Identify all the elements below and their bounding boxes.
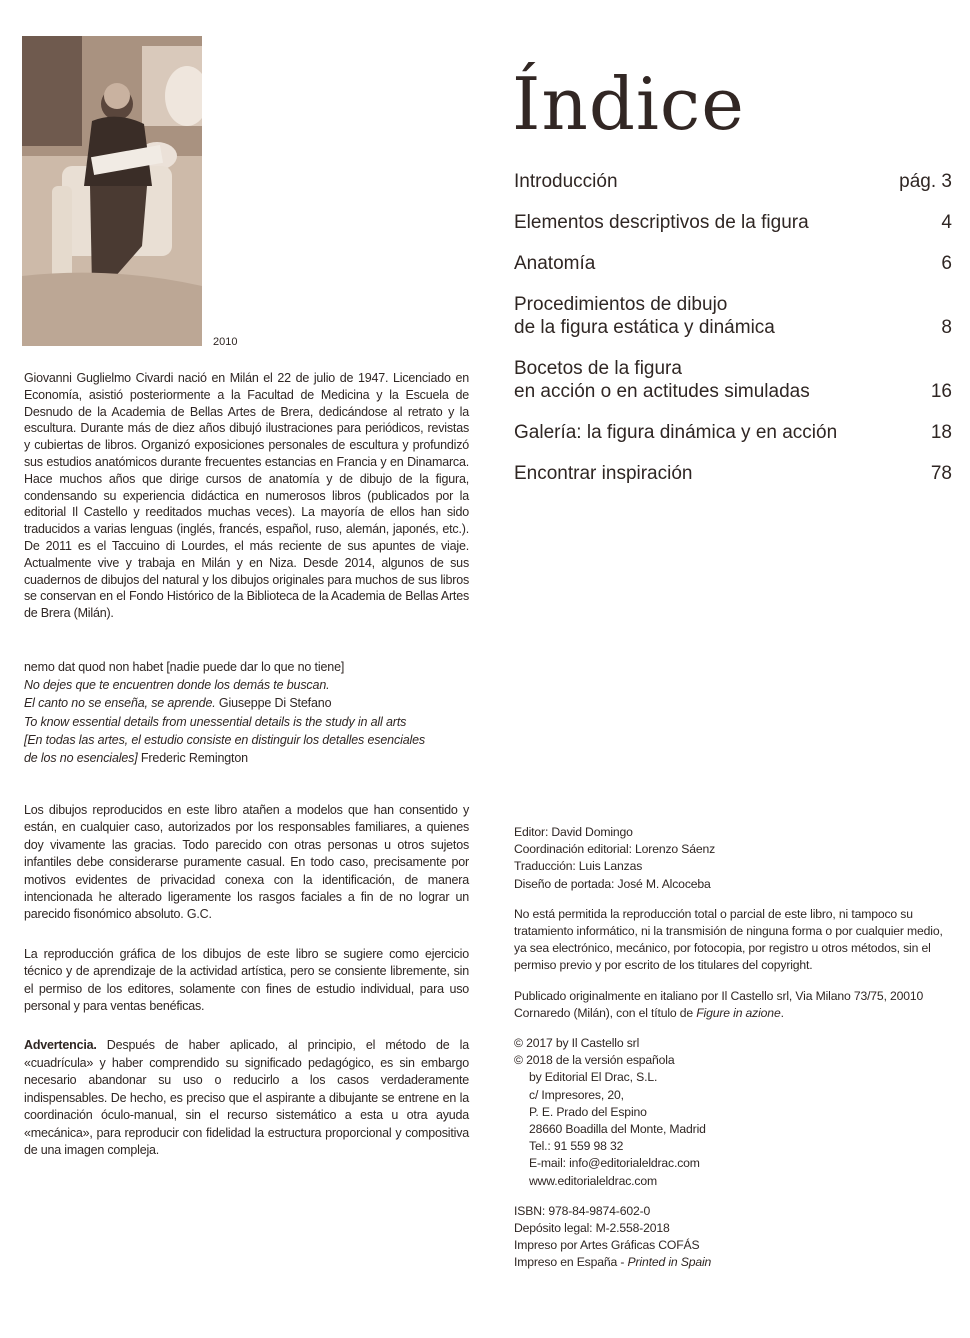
toc-entry-line: Galería: la figura dinámica y en acción [514,422,838,443]
toc-entry-title [514,252,931,275]
toc-entry-title [514,293,931,339]
warning-paragraph [24,1037,469,1159]
printed-in-en: Printed in Spain [627,1255,712,1270]
toc-entry[interactable] [514,293,952,339]
quote-line: To know essential details from unessential details is the study in all arts [24,714,407,729]
credit-line: Editor: David Domingo [514,825,633,839]
legal-block [514,1203,954,1272]
toc-entry[interactable] [514,252,952,275]
quote-line: nemo dat quod non habet [nadie puede dar lo que no tiene] [24,660,345,674]
isbn: ISBN: 978-84-9874-602-0 [514,1203,651,1218]
quotes [24,658,469,767]
publisher-line: by Editorial El Drac, S.L. [529,1070,658,1085]
credits [514,824,954,1285]
original-edition [514,988,954,1022]
toc-entry[interactable] [514,462,952,485]
staff-credits [514,824,954,893]
notes [24,802,469,1181]
publisher-line: P. E. Prado del Espino [529,1104,647,1119]
publisher-email: E-mail: info@editorialeldrac.com [529,1156,700,1171]
index-title: Índice [512,62,745,146]
credit-line: Diseño de portada: José M. Alcoceba [514,876,711,891]
credit-line: Coordinación editorial: Lorenzo Sáenz [514,842,716,857]
printed-in [514,1254,954,1271]
author-photo-illustration [22,36,202,346]
toc-entry-title [514,462,921,485]
original-edition-text: Publicado originalmente en italiano por Il Castello srl, Via Milano 73/75, 20010 Cornaredo (Milán), con el título de [514,988,924,1020]
author-photo [22,36,202,346]
rights-notice: No está permitida la reproducción total o parcial de este libro, ni tampoco su tratamiento informático, ni la transmisión de ninguna forma o por cualquier medio, ya sea electrónico, mecánico, por fotocopia, por registro u otros métodos, sin el permiso previo y por escrito de los titulares del copyright. [514,906,943,973]
quote-line: [En todas las artes, el estudio consiste en distinguir los detalles esenciales [24,732,426,747]
publisher-line: 28660 Boadilla del Monte, Madrid [529,1122,706,1137]
toc-entry-page: 6 [941,253,952,274]
toc-entry-page: 18 [930,422,952,443]
toc-entry-line: Elementos descriptivos de la figura [514,212,809,233]
quote-line: No dejes que te encuentren donde los demás te buscan. [24,678,330,693]
original-title: Figure in azione [696,1005,781,1020]
quote-line [24,694,469,712]
toc-entry-title [514,170,889,193]
toc-entry-page: 78 [930,463,952,484]
quote-line [24,749,469,767]
toc-entry[interactable] [514,211,952,234]
original-edition-end: . [780,1005,784,1020]
quote-author: Giuseppe Di Stefano [215,696,332,711]
credit-line: Traducción: Luis Lanzas [514,859,643,874]
toc-entry-page: 4 [941,212,952,233]
toc-entry-line: Bocetos de la figura [514,358,682,379]
toc-entry[interactable] [514,170,952,193]
toc-entry[interactable] [514,357,952,403]
note-paragraph: La reproducción gráfica de los dibujos de este libro se sugiere como ejercicio técnico y de aprendizaje de la actividad artística, pero se consiente libremente, sin el permiso de los editores, solamente con fines de estudio individual, para uso personal y para ventas benéficas. [24,946,469,1014]
toc-entry-page: 8 [941,317,952,338]
toc-entry-line: Introducción [514,171,618,192]
toc-entry-title [514,421,921,444]
warning-heading: Advertencia. [24,1038,97,1053]
toc-entry[interactable] [514,421,952,444]
toc-entry-line: Procedimientos de dibujo [514,294,728,315]
quote-text: de los no esenciales] [24,751,138,766]
copyright-line: © 2018 de la versión española [514,1053,675,1068]
toc-entry-page: 16 [930,381,952,402]
warning-text: Después de haber aplicado, al principio, el método de la «cuadrícula» y haber comprendido su significado pedagógico, es sin embargo necesario abandonar su uso o reducirlo a los casos verdaderamente indispensables. De hecho, es preciso que el aspirante a dibujante se entrene en la coordinación óculo-manual, sin el recurso sistemático a esta u otra ayuda «mecánica», para reproducir con fidelidad la estructura proporcional y compositiva de una imagen compleja. [24,1038,469,1157]
quote-author: Frederic Remington [137,751,248,766]
printed-in-es: Impreso en España - [514,1255,628,1270]
toc-entry-line: en acción o en actitudes simuladas [514,381,810,402]
quote-text: El canto no se enseña, se aprende. [24,696,216,711]
toc-entry-line: de la figura estática y dinámica [514,317,775,338]
printer: Impreso por Artes Gráficas COFÁS [514,1238,700,1253]
table-of-contents [514,170,952,485]
legal-deposit: Depósito legal: M-2.558-2018 [514,1221,670,1236]
toc-entry-title [514,211,931,234]
photo-year: 2010 [213,336,238,348]
copyright-block [514,1035,954,1190]
toc-entry-line: Anatomía [514,253,596,274]
toc-entry-line: Encontrar inspiración [514,463,693,484]
toc-entry-page: pág. 3 [899,171,952,192]
publisher-website: www.editorialeldrac.com [529,1173,657,1188]
author-biography: Giovanni Guglielmo Civardi nació en Milán el 22 de julio de 1947. Licenciado en Economía, asistió posteriormente a la Facultad de Medicina y la Escuela de Desnudo de la Academia de Bellas Artes de Brera, dedicándose al retrato y la escultura. Durante más de diez años dibujó ilustraciones para periódicos, revistas y cubiertas de libros. Organizó exposiciones personales de escultura y profundizó sus estudios anatómicos durante frecuentes estancias en Francia y en Dinamarca. Hace muchos años que dirige cursos de anatomía y de dibujo de la figura, condensando su experiencia didáctica en numerosos libros (publicados por la editorial Il Castello y reeditados muchas veces). La mayoría de ellos han sido traducidos a varias lenguas (inglés, francés, español, ruso, alemán, japonés, etc.). De 2011 es el Taccuino di Lourdes, el más reciente de sus apuntes de viaje. Actualmente vive y trabaja en Milán y en Niza. Desde 2014, algunos de sus cuadernos de dibujos del natural y los dibujos originales para muchos de sus libros se conservan en el Fondo Histórico de la Biblioteca de la Academia de Bellas Artes de Brera (Milán). [24,371,469,621]
toc-entry-title [514,357,921,403]
copyright-line: © 2017 by Il Castello srl [514,1036,640,1051]
note-paragraph: Los dibujos reproducidos en este libro atañen a modelos que han consentido y están, en cualquier caso, autorizados por los responsables familiares, a quienes doy vivamente las gracias. Todo parecido con otras personas u otros sujetos infantiles debe considerarse puramente casual. En todo caso, precisamente por motivos evidentes de privacidad conexa con la identificación, de manera intencionada he alterado ligeramente los rasgos faciales a fin de no lograr un parecido fisonómico absoluto. G.C. [24,803,469,922]
publisher-phone: Tel.: 91 559 98 32 [529,1139,624,1154]
publisher-line: c/ Impresores, 20, [529,1087,624,1102]
